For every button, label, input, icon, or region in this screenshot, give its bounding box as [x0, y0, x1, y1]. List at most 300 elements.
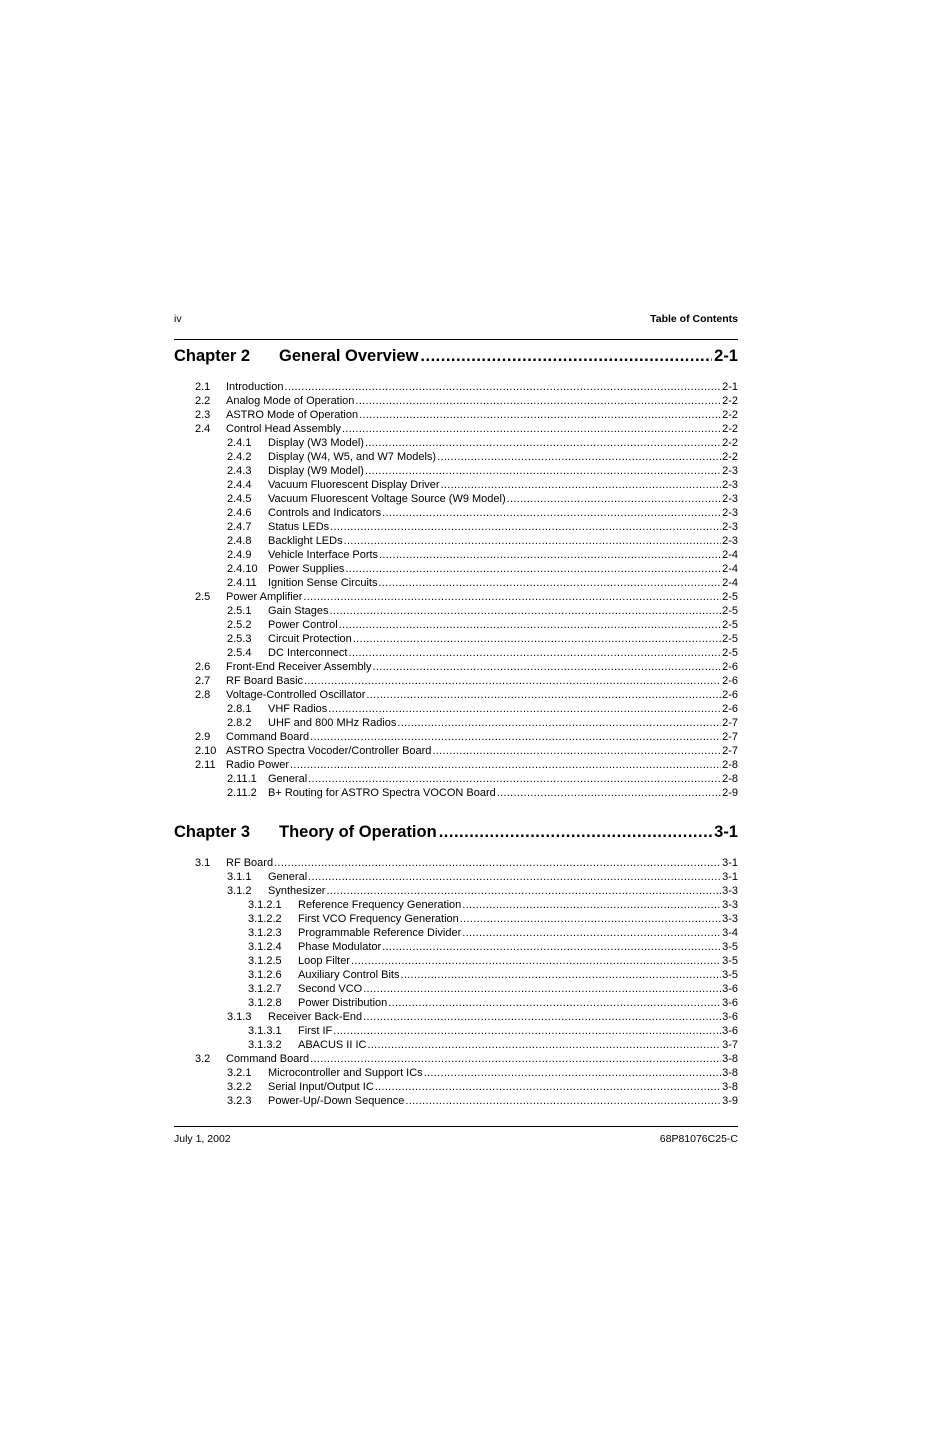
section-title: DC Interconnect — [268, 647, 348, 659]
section-page-number: 2-6 — [722, 675, 738, 687]
toc-entry[interactable] — [174, 576, 738, 590]
dot-leader — [373, 660, 722, 674]
section-number: 3.1.2.2 — [248, 913, 282, 925]
section-title-line — [298, 954, 738, 968]
section-number: 2.4.2 — [227, 451, 252, 463]
toc-entry[interactable] — [174, 506, 738, 520]
toc-entry[interactable] — [174, 534, 738, 548]
section-page-number: 2-2 — [722, 409, 738, 421]
dot-leader — [367, 1038, 721, 1052]
dot-leader — [437, 450, 721, 464]
section-title-line — [298, 912, 738, 926]
section-page-number: 2-7 — [722, 745, 738, 757]
section-title-line — [298, 1038, 738, 1052]
section-title-line — [268, 520, 738, 534]
toc-entry[interactable] — [174, 590, 738, 604]
section-page-number: 3-8 — [722, 1053, 738, 1065]
section-number: 3.1.1 — [227, 871, 252, 883]
section-title-line — [268, 632, 738, 646]
section-title-line — [268, 576, 738, 590]
toc-entry[interactable] — [174, 492, 738, 506]
toc-entry[interactable] — [174, 716, 738, 730]
section-title-line — [226, 380, 738, 394]
toc-entry[interactable] — [174, 870, 738, 884]
toc-entry[interactable] — [174, 478, 738, 492]
dot-leader — [348, 646, 721, 660]
footer-rule — [174, 1126, 738, 1127]
section-page-number: 2-6 — [722, 689, 738, 701]
dot-leader — [497, 786, 721, 800]
section-title-line — [226, 1052, 738, 1066]
section-number: 3.1.2.7 — [248, 983, 282, 995]
chapter-label: Chapter 2 — [174, 347, 251, 365]
section-title: UHF and 800 MHz Radios — [268, 717, 397, 729]
section-title-line — [268, 1066, 738, 1080]
toc-entry[interactable] — [174, 898, 738, 912]
section-number: 2.1 — [195, 381, 211, 393]
section-page-number: 2-8 — [722, 759, 738, 771]
page-number: iv — [174, 313, 182, 325]
section-title-line — [268, 1010, 738, 1024]
chapter-title-line — [279, 823, 738, 842]
section-title-line — [268, 702, 738, 716]
toc-entry[interactable] — [174, 562, 738, 576]
section-number: 3.1.2 — [227, 885, 252, 897]
dot-leader — [363, 982, 721, 996]
section-page-number: 2-4 — [722, 577, 738, 589]
section-page-number: 2-6 — [722, 661, 738, 673]
section-title: Second VCO — [298, 983, 363, 995]
section-number: 2.5.3 — [227, 633, 252, 645]
toc-entry[interactable] — [174, 1080, 738, 1094]
dot-leader — [424, 1066, 721, 1080]
section-page-number: 3-3 — [722, 913, 738, 925]
section-page-number: 2-4 — [722, 549, 738, 561]
section-number: 2.4.4 — [227, 479, 252, 491]
section-title: ASTRO Mode of Operation — [226, 409, 359, 421]
dot-leader — [382, 506, 721, 520]
section-page-number: 3-5 — [722, 941, 738, 953]
section-title-line — [298, 1024, 738, 1038]
section-number: 2.4.1 — [227, 437, 252, 449]
dot-leader — [439, 823, 712, 842]
section-number: 2.11.2 — [227, 787, 257, 799]
section-title-line — [268, 618, 738, 632]
section-title: Loop Filter — [298, 955, 350, 967]
toc-entry[interactable] — [174, 772, 738, 786]
section-title-line — [268, 534, 738, 548]
section-title-line — [226, 422, 738, 436]
toc-entry[interactable] — [174, 660, 738, 674]
section-page-number: 3-6 — [722, 997, 738, 1009]
section-number: 3.1.2.6 — [248, 969, 282, 981]
dot-leader — [420, 347, 712, 366]
section-title-line — [268, 716, 738, 730]
section-number: 3.1.2.5 — [248, 955, 282, 967]
section-number: 3.2.3 — [227, 1095, 252, 1107]
section-title: Command Board — [226, 1053, 310, 1065]
section-number: 2.8.1 — [227, 703, 252, 715]
section-title-line — [268, 492, 738, 506]
section-page-number: 2-6 — [722, 703, 738, 715]
section-number: 3.2 — [195, 1053, 211, 1065]
dot-leader — [344, 534, 722, 548]
dot-leader — [462, 898, 721, 912]
section-page-number: 3-9 — [722, 1095, 738, 1107]
section-title: Analog Mode of Operation — [226, 395, 355, 407]
section-title-line — [226, 674, 738, 688]
section-number: 3.2.1 — [227, 1067, 252, 1079]
section-title: Power Amplifier — [226, 591, 303, 603]
dot-leader — [330, 520, 721, 534]
section-number: 2.4.3 — [227, 465, 252, 477]
toc-entry[interactable] — [174, 464, 738, 478]
section-title-line — [268, 646, 738, 660]
section-title: RF Board — [226, 857, 274, 869]
section-title-line — [268, 548, 738, 562]
section-page-number: 2-3 — [722, 521, 738, 533]
section-title: Radio Power — [226, 759, 289, 771]
section-number: 2.9 — [195, 731, 211, 743]
toc-entry[interactable] — [174, 926, 738, 940]
section-page-number: 3-3 — [722, 899, 738, 911]
dot-leader — [342, 422, 721, 436]
section-title: Reference Frequency Generation — [298, 899, 462, 911]
section-page-number: 2-3 — [722, 535, 738, 547]
toc-entry[interactable] — [174, 758, 738, 772]
section-title-line — [268, 464, 738, 478]
section-title-line — [268, 786, 738, 800]
section-number: 3.1.3.1 — [248, 1025, 282, 1037]
section-number: 3.1.2.1 — [248, 899, 282, 911]
section-title: Serial Input/Output IC — [268, 1081, 374, 1093]
document-number: 68P81076C25-C — [659, 1133, 738, 1145]
section-title: RF Board Basic — [226, 675, 304, 687]
dot-leader — [365, 436, 721, 450]
section-page-number: 2-5 — [722, 619, 738, 631]
dot-leader — [460, 912, 721, 926]
section-page-number: 2-7 — [722, 717, 738, 729]
dot-leader — [363, 1010, 721, 1024]
dot-leader — [382, 940, 721, 954]
chapter-heading[interactable] — [174, 823, 738, 845]
section-title: Control Head Assembly — [226, 423, 341, 435]
dot-leader — [274, 856, 721, 870]
toc-entry[interactable] — [174, 940, 738, 954]
section-title-line — [268, 562, 738, 576]
section-title-line — [268, 1094, 738, 1108]
dot-leader — [441, 478, 722, 492]
dot-leader — [303, 590, 721, 604]
dot-leader — [339, 618, 721, 632]
section-page-number: 2-5 — [722, 605, 738, 617]
section-number: 2.5 — [195, 591, 211, 603]
toc-entry[interactable] — [174, 1038, 738, 1052]
section-page-number: 2-1 — [722, 381, 738, 393]
section-title: Power Distribution — [298, 997, 388, 1009]
section-number: 3.1.3 — [227, 1011, 252, 1023]
section-title-line — [268, 478, 738, 492]
dot-leader — [290, 758, 721, 772]
section-page-number: 2-2 — [722, 423, 738, 435]
section-page-number: 2-3 — [722, 507, 738, 519]
dot-leader — [359, 408, 721, 422]
section-number: 3.1 — [195, 857, 211, 869]
toc-entry[interactable] — [174, 996, 738, 1010]
section-page-number: 3-5 — [722, 955, 738, 967]
section-title-line — [268, 870, 738, 884]
section-title: Programmable Reference Divider — [298, 927, 462, 939]
toc-entry[interactable] — [174, 632, 738, 646]
section-title: Circuit Protection — [268, 633, 352, 645]
section-title-line — [268, 884, 738, 898]
chapter-entries — [174, 380, 738, 800]
chapter-label: Chapter 3 — [174, 823, 251, 841]
toc-entry[interactable] — [174, 982, 738, 996]
section-page-number: 3-7 — [722, 1039, 738, 1051]
section-page-number: 2-2 — [722, 451, 738, 463]
chapter-title-line — [279, 347, 738, 366]
dot-leader — [326, 884, 721, 898]
section-number: 2.2 — [195, 395, 211, 407]
dot-leader — [328, 702, 721, 716]
section-title: ABACUS II IC — [298, 1039, 367, 1051]
section-page-number: 2-5 — [722, 633, 738, 645]
section-title-line — [226, 688, 738, 702]
section-number: 2.5.1 — [227, 605, 252, 617]
section-title-line — [298, 996, 738, 1010]
toc-entry[interactable] — [174, 380, 738, 394]
dot-leader — [379, 548, 721, 562]
section-title: Voltage-Controlled Oscillator — [226, 689, 366, 701]
dot-leader — [310, 1052, 721, 1066]
section-title-line — [298, 968, 738, 982]
dot-leader — [355, 394, 721, 408]
section-title-line — [268, 1080, 738, 1094]
toc-entry[interactable] — [174, 548, 738, 562]
toc-entry[interactable] — [174, 912, 738, 926]
section-page-number: 3-8 — [722, 1081, 738, 1093]
section-title-line — [226, 856, 738, 870]
section-title-line — [298, 926, 738, 940]
toc-entry[interactable] — [174, 1066, 738, 1080]
section-page-number: 2-7 — [722, 731, 738, 743]
section-page-number: 2-5 — [722, 591, 738, 603]
toc-entry[interactable] — [174, 688, 738, 702]
chapter-entries — [174, 856, 738, 1108]
section-title: VHF Radios — [268, 703, 328, 715]
section-page-number: 2-3 — [722, 479, 738, 491]
section-page-number: 2-2 — [722, 395, 738, 407]
running-title: Table of Contents — [650, 313, 738, 325]
section-number: 2.11.1 — [227, 773, 257, 785]
toc-entry[interactable] — [174, 1024, 738, 1038]
section-title: Auxiliary Control Bits — [298, 969, 400, 981]
section-number: 2.8 — [195, 689, 211, 701]
section-title-line — [226, 394, 738, 408]
section-title: Power Supplies — [268, 563, 345, 575]
toc-entry[interactable] — [174, 408, 738, 422]
section-page-number: 2-5 — [722, 647, 738, 659]
document-page — [174, 0, 738, 1431]
toc-entry[interactable] — [174, 968, 738, 982]
dot-leader — [375, 1080, 721, 1094]
chapter-page-number: 3-1 — [714, 823, 738, 841]
section-title: Command Board — [226, 731, 310, 743]
section-page-number: 3-1 — [722, 871, 738, 883]
section-number: 2.4.8 — [227, 535, 252, 547]
section-title: Vehicle Interface Ports — [268, 549, 379, 561]
dot-leader — [353, 632, 721, 646]
dot-leader — [507, 492, 721, 506]
toc-entry[interactable] — [174, 618, 738, 632]
section-number: 2.4 — [195, 423, 211, 435]
section-page-number: 3-5 — [722, 969, 738, 981]
dot-leader — [365, 464, 721, 478]
chapter-heading[interactable] — [174, 347, 738, 369]
section-title: Receiver Back-End — [268, 1011, 363, 1023]
section-number: 2.4.6 — [227, 507, 252, 519]
dot-leader — [310, 730, 721, 744]
toc-entry[interactable] — [174, 786, 738, 800]
toc-entry[interactable] — [174, 674, 738, 688]
section-title: Vacuum Fluorescent Display Driver — [268, 479, 440, 491]
section-title: Front-End Receiver Assembly — [226, 661, 372, 673]
section-title-line — [226, 590, 738, 604]
dot-leader — [400, 968, 721, 982]
section-number: 2.3 — [195, 409, 211, 421]
section-number: 2.8.2 — [227, 717, 252, 729]
chapter-title: Theory of Operation — [279, 823, 437, 841]
section-title: Display (W9 Model) — [268, 465, 364, 477]
section-title: First IF — [298, 1025, 333, 1037]
toc-entry[interactable] — [174, 520, 738, 534]
section-title-line — [226, 408, 738, 422]
section-title: Gain Stages — [268, 605, 329, 617]
section-title-line — [268, 506, 738, 520]
dot-leader — [351, 954, 721, 968]
section-page-number: 2-3 — [722, 465, 738, 477]
section-title: Synthesizer — [268, 885, 326, 897]
section-title-line — [298, 982, 738, 996]
section-title: ASTRO Spectra Vocoder/Controller Board — [226, 745, 432, 757]
section-number: 2.7 — [195, 675, 211, 687]
section-title: Backlight LEDs — [268, 535, 343, 547]
section-page-number: 2-2 — [722, 437, 738, 449]
section-title-line — [226, 758, 738, 772]
toc-entry[interactable] — [174, 954, 738, 968]
section-title-line — [298, 898, 738, 912]
page-header — [174, 313, 738, 329]
toc-entry[interactable] — [174, 450, 738, 464]
chapter-page-number: 2-1 — [714, 347, 738, 365]
section-title: Controls and Indicators — [268, 507, 382, 519]
toc-entry[interactable] — [174, 604, 738, 618]
dot-leader — [308, 870, 721, 884]
section-page-number: 3-4 — [722, 927, 738, 939]
section-number: 2.10 — [195, 745, 217, 757]
section-title-line — [226, 744, 738, 758]
toc-entry[interactable] — [174, 856, 738, 870]
section-title: B+ Routing for ASTRO Spectra VOCON Board — [268, 787, 496, 799]
section-page-number: 2-9 — [722, 787, 738, 799]
section-number: 3.1.2.4 — [248, 941, 282, 953]
section-title: Ignition Sense Circuits — [268, 577, 378, 589]
toc-entry[interactable] — [174, 1052, 738, 1066]
section-title: First VCO Frequency Generation — [298, 913, 459, 925]
section-number: 2.5.2 — [227, 619, 252, 631]
toc-entry[interactable] — [174, 702, 738, 716]
toc-entry[interactable] — [174, 394, 738, 408]
section-title: General — [268, 773, 308, 785]
section-page-number: 3-6 — [722, 1011, 738, 1023]
section-page-number: 2-4 — [722, 563, 738, 575]
section-title-line — [268, 436, 738, 450]
dot-leader — [345, 562, 721, 576]
section-title-line — [298, 940, 738, 954]
section-page-number: 2-8 — [722, 773, 738, 785]
section-number: 2.6 — [195, 661, 211, 673]
section-number: 2.11 — [195, 759, 216, 771]
page-footer — [174, 1133, 738, 1149]
section-page-number: 3-6 — [722, 1025, 738, 1037]
dot-leader — [304, 674, 721, 688]
section-number: 2.5.4 — [227, 647, 252, 659]
section-title-line — [268, 604, 738, 618]
section-title: Display (W3 Model) — [268, 437, 364, 449]
section-title: General — [268, 871, 308, 883]
section-number: 2.4.5 — [227, 493, 252, 505]
section-title: Status LEDs — [268, 521, 330, 533]
section-page-number: 3-6 — [722, 983, 738, 995]
section-page-number: 3-3 — [722, 885, 738, 897]
toc-entry[interactable] — [174, 422, 738, 436]
dot-leader — [366, 688, 721, 702]
section-title: Introduction — [226, 381, 284, 393]
section-title: Power Control — [268, 619, 338, 631]
section-title-line — [268, 772, 738, 786]
dot-leader — [378, 576, 721, 590]
toc-entry[interactable] — [174, 1010, 738, 1024]
section-number: 2.4.10 — [227, 563, 258, 575]
dot-leader — [284, 380, 721, 394]
toc-entry[interactable] — [174, 646, 738, 660]
section-page-number: 2-3 — [722, 493, 738, 505]
section-number: 3.1.3.2 — [248, 1039, 282, 1051]
toc-entry[interactable] — [174, 744, 738, 758]
header-rule — [174, 339, 738, 340]
toc-entry[interactable] — [174, 1094, 738, 1108]
section-page-number: 3-8 — [722, 1067, 738, 1079]
toc-entry[interactable] — [174, 436, 738, 450]
dot-leader — [333, 1024, 721, 1038]
section-number: 2.4.11 — [227, 577, 257, 589]
section-title: Microcontroller and Support ICs — [268, 1067, 423, 1079]
section-number: 3.1.2.3 — [248, 927, 282, 939]
section-title-line — [226, 660, 738, 674]
section-title: Vacuum Fluorescent Voltage Source (W9 Model) — [268, 493, 506, 505]
toc-entry[interactable] — [174, 730, 738, 744]
section-page-number: 3-1 — [722, 857, 738, 869]
toc-entry[interactable] — [174, 884, 738, 898]
dot-leader — [330, 604, 722, 618]
section-title: Display (W4, W5, and W7 Models) — [268, 451, 437, 463]
dot-leader — [388, 996, 721, 1010]
section-number: 3.1.2.8 — [248, 997, 282, 1009]
dot-leader — [308, 772, 721, 786]
section-number: 2.4.9 — [227, 549, 252, 561]
dot-leader — [405, 1094, 721, 1108]
